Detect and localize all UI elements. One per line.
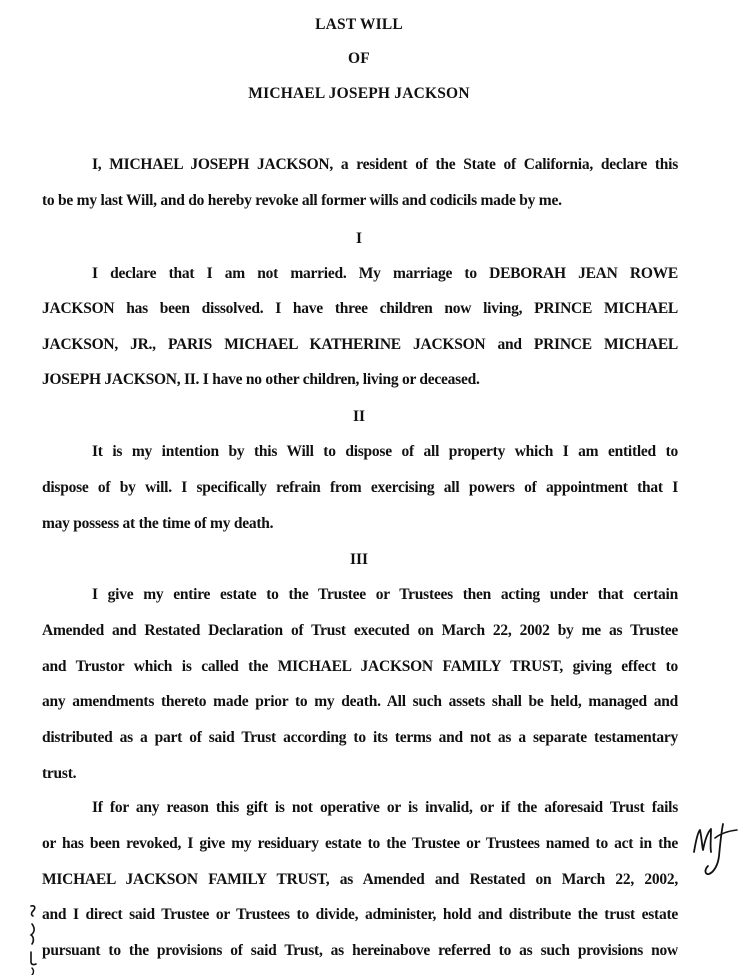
section-2-line-3: may possess at the time of my death. (42, 515, 274, 532)
section-3b-line-1: If for any reason this gift is not operative or is invalid, or if the aforesaid Trust fails (92, 799, 678, 816)
section-1-line-2: JACKSON has been dissolved. I have three children now living, PRINCE MICHAEL (42, 300, 678, 317)
section-3-line-4: any amendments thereto made prior to my death. All such assets shall be held, managed and (42, 693, 678, 710)
section-3b-line-5: pursuant to the provisions of said Trust, as hereinabove referred to as such provisions now (42, 942, 678, 959)
intro-line-1: I, MICHAEL JOSEPH JACKSON, a resident of the State of California, declare this (92, 156, 678, 173)
section-2-line-1: It is my intention by this Will to dispose of all property which I am entitled to (92, 443, 678, 460)
section-1-line-1: I declare that I am not married. My marriage to DEBORAH JEAN ROWE (92, 265, 678, 282)
section-3b-line-2: or has been revoked, I give my residuary estate to the Trustee or Trustees named to act in the (42, 835, 678, 852)
section-3-line-1: I give my entire estate to the Trustee or Trustees then acting under that certain (92, 586, 678, 603)
handwritten-initials-signature (690, 818, 742, 878)
section-2-line-2: dispose of by will. I specifically refrain from exercising all powers of appointment that I (42, 479, 678, 496)
section-3-line-6: trust. (42, 765, 77, 782)
section-3-line-5: distributed as a part of said Trust according to its terms and not as a separate testamentary (42, 729, 678, 746)
section-3b-line-3: MICHAEL JACKSON FAMILY TRUST, as Amended and Restated on March 22, 2002, (42, 871, 678, 888)
intro-line-2: to be my last Will, and do hereby revoke all former wills and codicils made by me. (42, 192, 562, 209)
doc-title-line-3: MICHAEL JOSEPH JACKSON (248, 85, 470, 102)
section-heading-2: II (352, 408, 366, 425)
doc-title-line-1: LAST WILL (315, 16, 403, 33)
section-3-line-2: Amended and Restated Declaration of Trust executed on March 22, 2002 by me as Trustee (42, 622, 678, 639)
section-heading-3: III (349, 551, 369, 568)
section-3-line-3: and Trustor which is called the MICHAEL JACKSON FAMILY TRUST, giving effect to (42, 658, 678, 675)
section-heading-1: I (355, 230, 363, 247)
margin-bracket-mark (22, 898, 42, 975)
section-1-line-3: JACKSON, JR., PARIS MICHAEL KATHERINE JACKSON and PRINCE MICHAEL (42, 336, 678, 353)
section-1-line-4: JOSEPH JACKSON, II. I have no other children, living or deceased. (42, 371, 480, 388)
section-3b-line-4: and I direct said Trustee or Trustees to divide, administer, hold and distribute the trust estate (42, 906, 678, 923)
doc-title-line-2: OF (348, 50, 370, 67)
